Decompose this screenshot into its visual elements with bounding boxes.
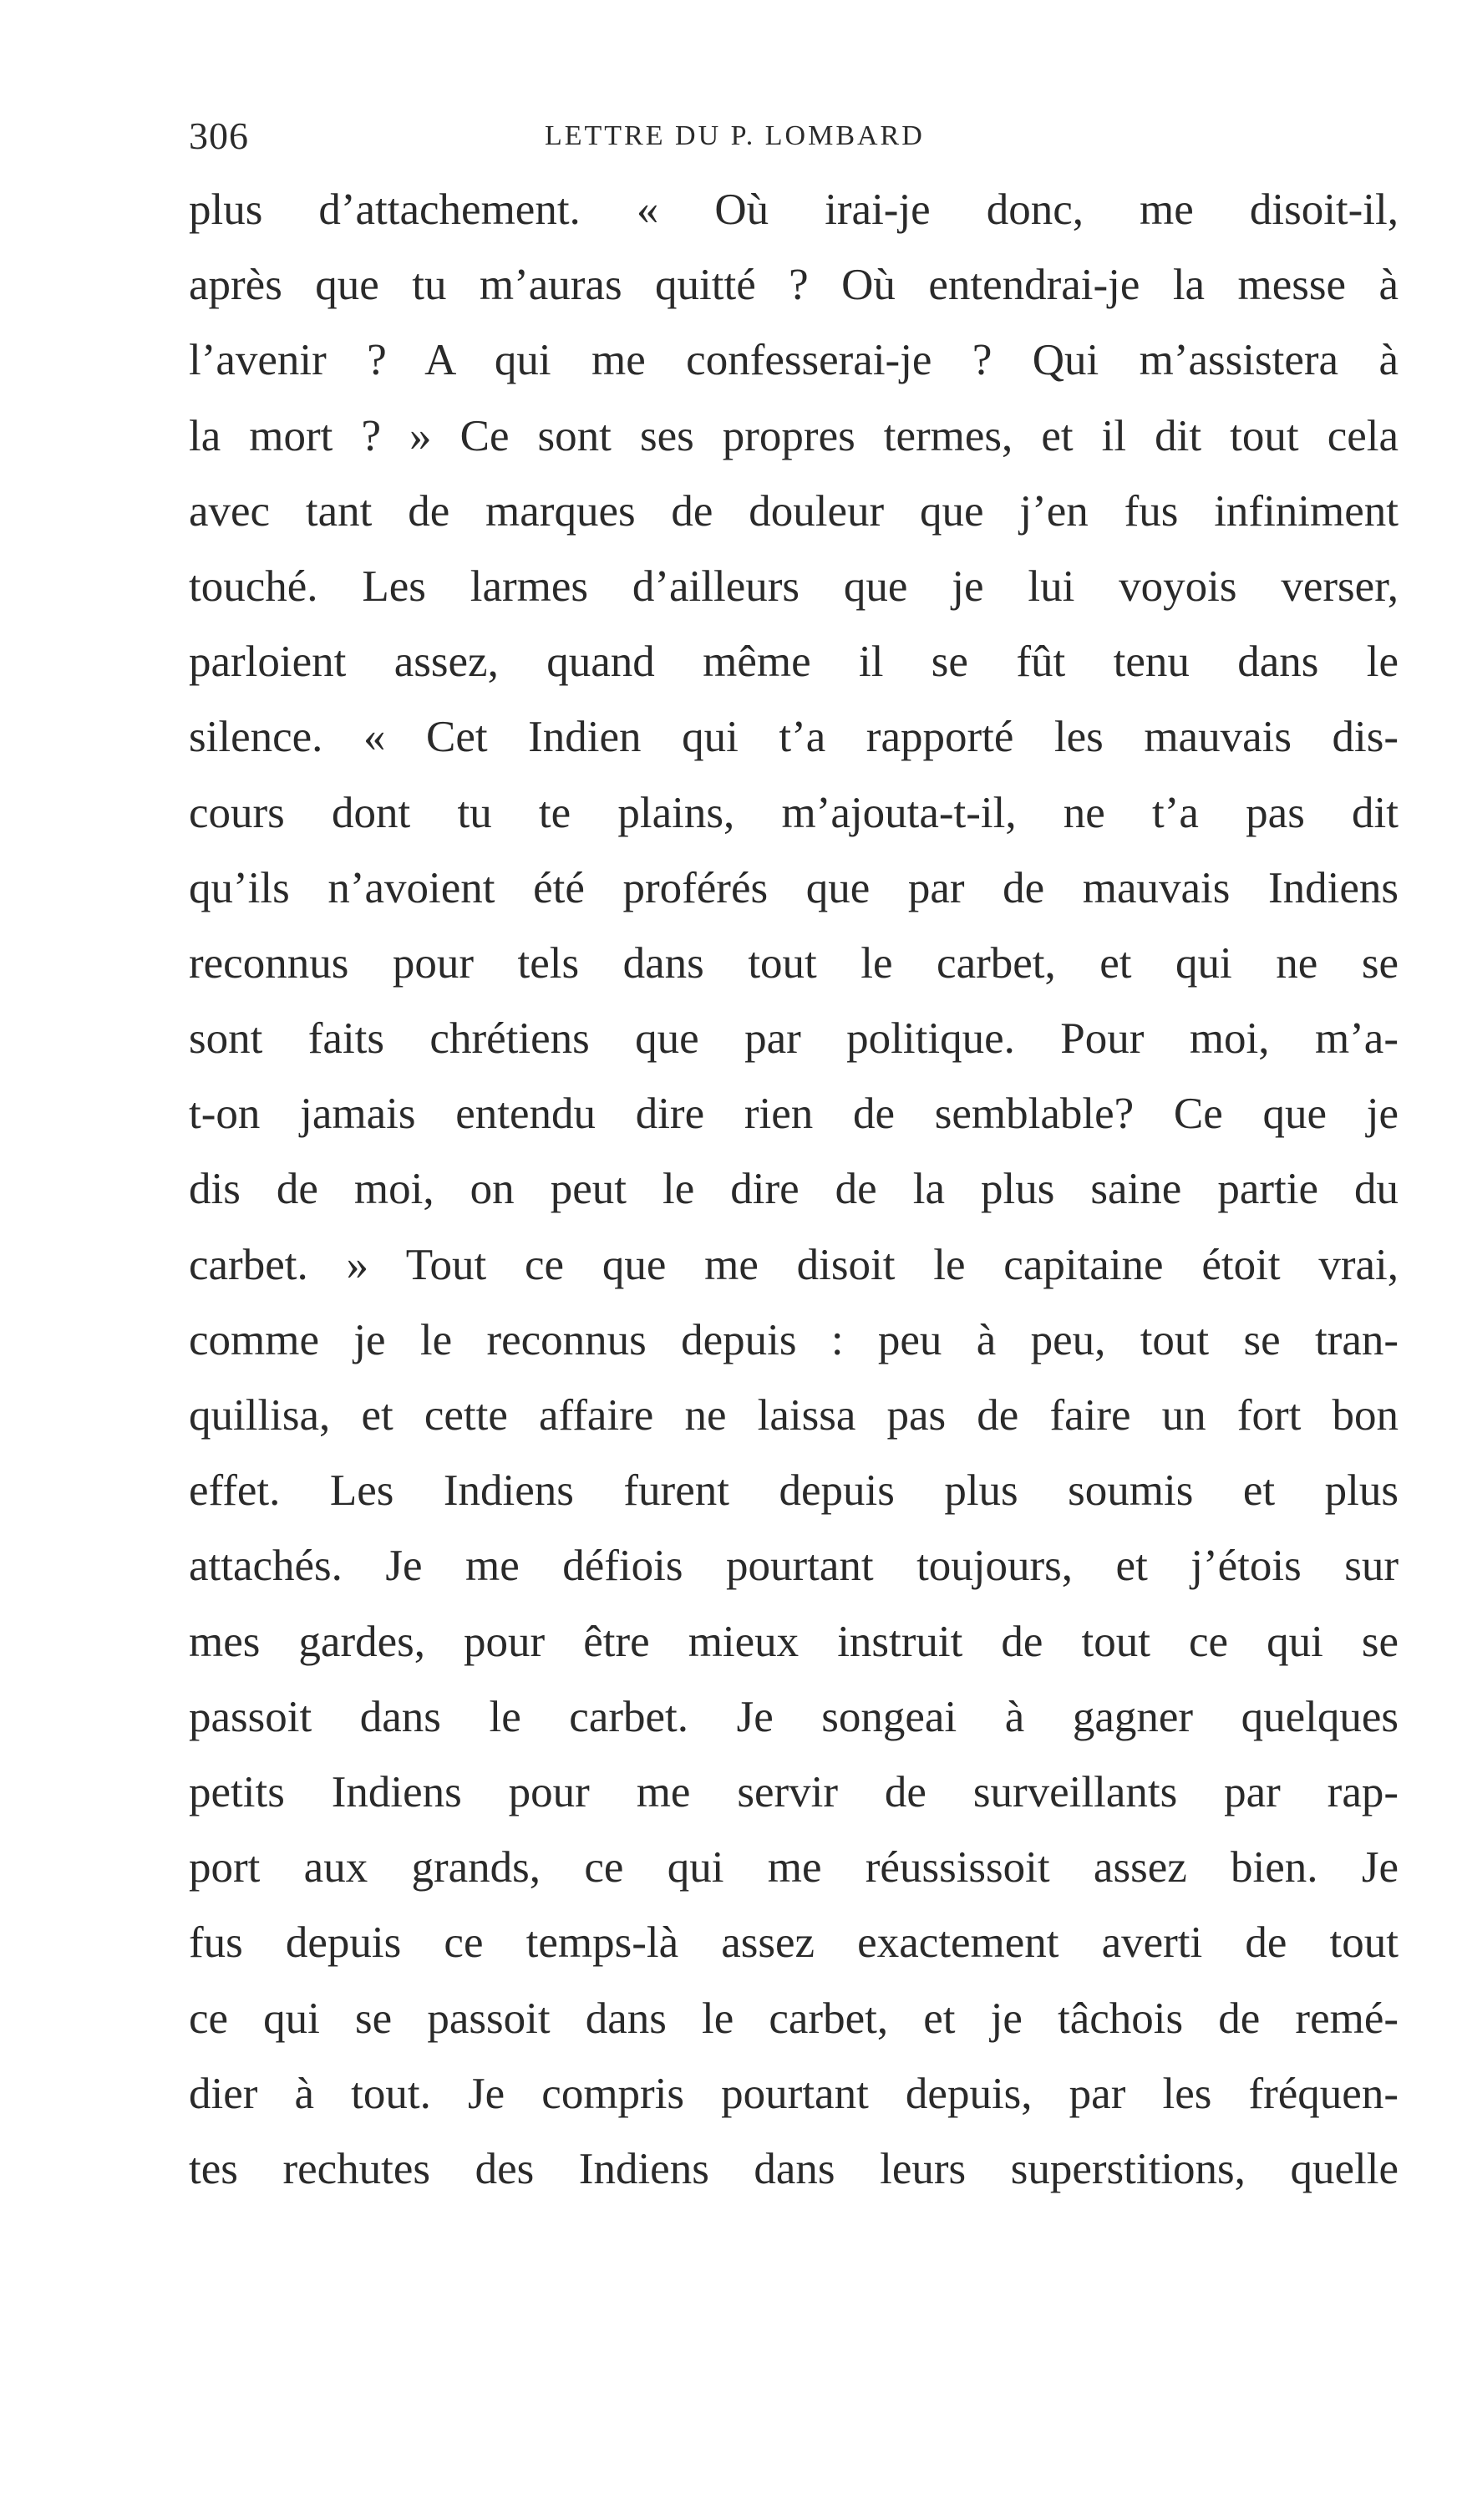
text-line: effet. Les Indiens furent depuis plus soumis et plus xyxy=(189,1466,1399,1516)
page-number: 306 xyxy=(189,114,249,157)
body-text xyxy=(189,172,1399,2207)
text-line: port aux grands, ce qui me réussissoit assez bien. Je xyxy=(189,1843,1399,1893)
text-line: attachés. Je me défiois pourtant toujours, et j’étois sur xyxy=(189,1542,1399,1591)
text-line: après que tu m’auras quitté ? Où entendrai-je la messe à xyxy=(189,261,1399,310)
text-line: silence. « Cet Indien qui t’a rapporté les mauvais dis- xyxy=(189,713,1399,762)
text-line: carbet. » Tout ce que me disoit le capitaine étoit vrai, xyxy=(189,1240,1399,1289)
page-header xyxy=(189,107,1399,165)
text-line: plus d’attachement. « Où irai-je donc, me disoit-il, xyxy=(189,185,1399,234)
running-head: LETTRE DU P. LOMBARD xyxy=(545,120,925,151)
text-line: passoit dans le carbet. Je songeai à gagner quelques xyxy=(189,1692,1399,1741)
text-line: comme je le reconnus depuis : peu à peu, tout se tran- xyxy=(189,1315,1399,1364)
text-line: sont faits chrétiens que par politique. Pour moi, m’a- xyxy=(189,1014,1399,1064)
text-line: fus depuis ce temps-là assez exactement averti de tout xyxy=(189,1918,1399,1968)
text-line: l’avenir ? A qui me confesserai-je ? Qui m’assistera à xyxy=(189,336,1399,385)
text-line: qu’ils n’avoient été proférés que par de mauvais Indiens xyxy=(189,863,1399,912)
text-line: t-on jamais entendu dire rien de semblable? Ce que je xyxy=(189,1090,1399,1139)
text-line: tes rechutes des Indiens dans leurs superstitions, quelle xyxy=(189,2144,1399,2193)
text-line: mes gardes, pour être mieux instruit de tout ce qui se xyxy=(189,1617,1399,1666)
text-line: petits Indiens pour me servir de surveillants par rap- xyxy=(189,1767,1399,1816)
text-line: parloient assez, quand même il se fût tenu dans le xyxy=(189,638,1399,687)
text-line: touché. Les larmes d’ailleurs que je lui voyois verser, xyxy=(189,561,1399,611)
text-line: quillisa, et cette affaire ne laissa pas de faire un fort bon xyxy=(189,1391,1399,1440)
text-line: dier à tout. Je compris pourtant depuis, par les fréquen- xyxy=(189,2069,1399,2118)
text-line: ce qui se passoit dans le carbet, et je tâchois de remé- xyxy=(189,1994,1399,2043)
text-line: reconnus pour tels dans tout le carbet, et qui ne se xyxy=(189,938,1399,988)
text-line: avec tant de marques de douleur que j’en fus infiniment xyxy=(189,486,1399,536)
text-line: dis de moi, on peut le dire de la plus saine partie du xyxy=(189,1165,1399,1214)
text-line: la mort ? » Ce sont ses propres termes, et il dit tout cela xyxy=(189,411,1399,460)
text-line: cours dont tu te plains, m’ajouta-t-il, ne t’a pas dit xyxy=(189,788,1399,837)
